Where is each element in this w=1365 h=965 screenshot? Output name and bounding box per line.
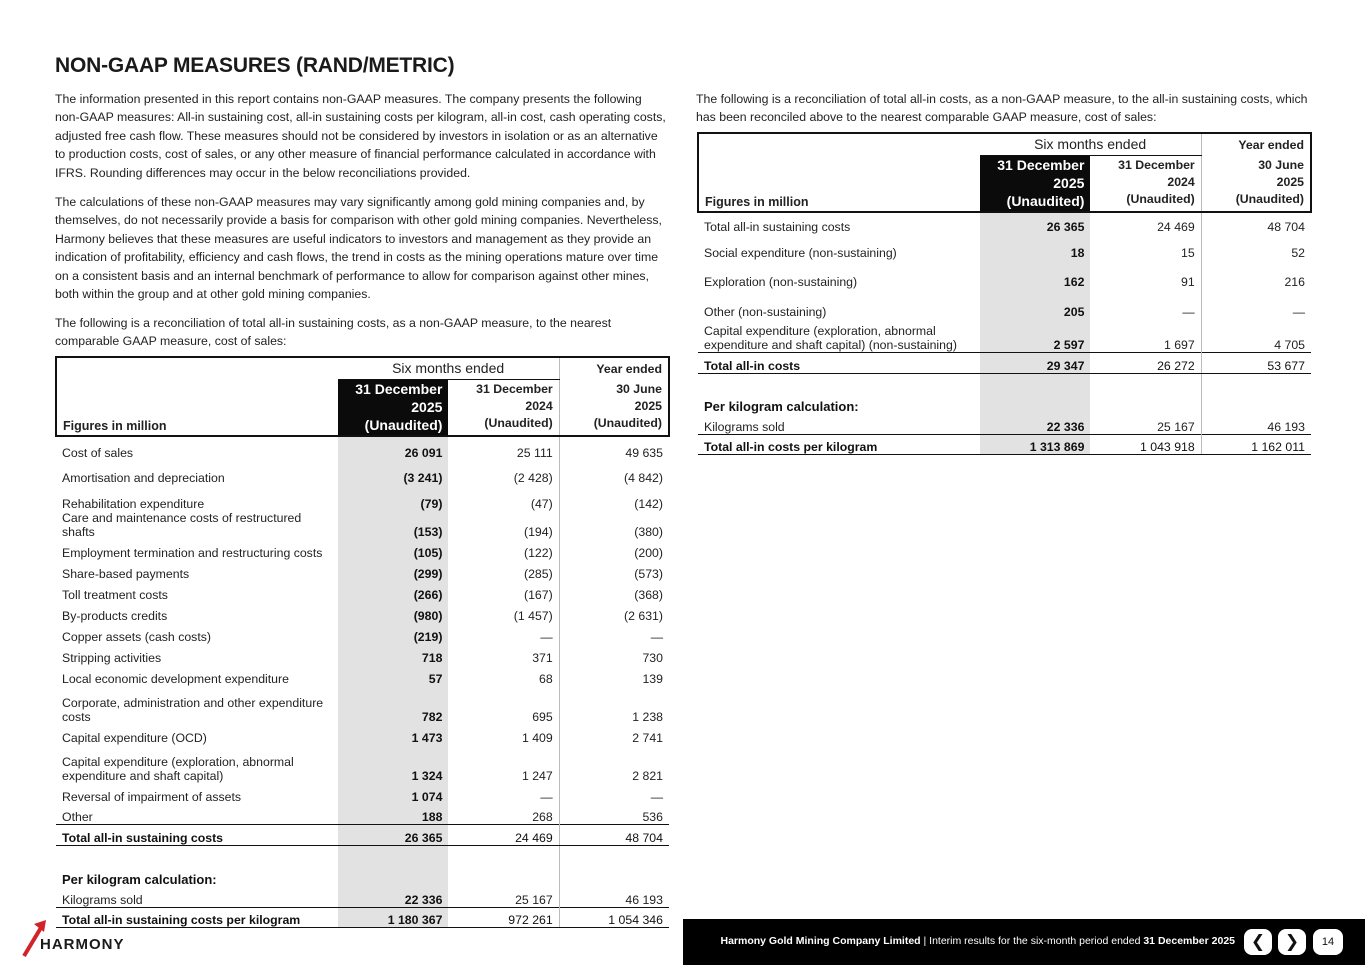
spacer (338, 846, 449, 887)
spacer (559, 846, 669, 887)
row-label: Cost of sales (62, 445, 134, 460)
per-kilogram-total-row (698, 435, 1311, 455)
table-row (698, 212, 1311, 234)
row-label: Employment termination and restructuring costs (62, 545, 323, 560)
value-dec-2024: — (1090, 289, 1201, 319)
row-label: Amortisation and depreciation (62, 470, 225, 485)
row-label: Total all-in sustaining costs (704, 219, 851, 234)
value-jun-2025: 1 054 346 (559, 908, 669, 928)
value-dec-2025: 18 (980, 234, 1091, 260)
value-jun-2025: 4 705 (1274, 338, 1305, 352)
value-dec-2024: 24 469 (1090, 212, 1201, 234)
value-dec-2025: 2 597 (980, 319, 1091, 353)
six-months-header: Six months ended (338, 357, 560, 379)
value-jun-2025: 46 193 (625, 893, 663, 907)
value-jun-2025: (573) (634, 566, 663, 581)
value-dec-2025: 29 347 (980, 353, 1091, 374)
value-dec-2024: (194) (448, 511, 559, 539)
right-intro-paragraph: The following is a reconciliation of total all-in costs, as a non-GAAP measure, to the all-in sustaining costs, which has been reconciled above to the nearest comparable GAAP measure, cost of sales: (696, 92, 1308, 125)
table-row (56, 745, 669, 783)
value-dec-2024: — (448, 783, 559, 804)
row-label: Capital expenditure (OCD) (62, 730, 207, 745)
value-dec-2025: 205 (980, 289, 1091, 319)
table-row (698, 289, 1311, 319)
header-blank (698, 133, 980, 155)
value-dec-2024: 26 272 (1090, 353, 1201, 374)
col-dec-2024-header: 31 December 2024 (Unaudited) (1090, 155, 1201, 212)
harmony-logo (20, 918, 150, 958)
table-row (56, 460, 669, 485)
value-dec-2025: 188 (338, 804, 449, 825)
kilograms-sold-row (56, 887, 669, 908)
per-kilogram-heading-row (56, 846, 669, 887)
total-row (698, 353, 1311, 374)
value-dec-2024: (285) (448, 560, 559, 581)
intro-paragraph-2: The calculations of these non-GAAP measures may vary significantly among gold mining companies and, by themselves, do not necessarily provide a basis for comparison with other gold mining companies. Nevertheless, Harmony believes that these measures are useful indicators to investors and management as they provide an indication of profitability, efficiency and cash flows, the trend in costs as the mining operations mature over time on a consistent basis and an internal benchmark of performance to allow for comparison against other mines, both within the group and at other gold mining companies. (55, 195, 662, 302)
row-label: Rehabilitation expenditure (62, 496, 205, 511)
row-label: Stripping activities (62, 650, 162, 665)
per-kilogram-heading: Per kilogram calculation: (62, 871, 217, 887)
row-label: Total all-in costs per kilogram (698, 435, 980, 455)
col-jun-2025-header: 30 June 2025 (Unaudited) (1201, 155, 1311, 212)
value-dec-2024: 24 469 (448, 825, 559, 846)
row-label: Corporate, administration and other expenditure costs (62, 695, 324, 724)
value-jun-2025: 1 162 011 (1201, 435, 1311, 455)
value-dec-2024: 1 697 (1090, 319, 1201, 353)
table-row (56, 560, 669, 581)
year-ended-header: Year ended (559, 357, 669, 379)
per-kilogram-heading: Per kilogram calculation: (704, 398, 859, 414)
row-label: Other (non-sustaining) (704, 304, 827, 319)
value-jun-2025: 52 (1291, 245, 1305, 260)
row-label: Social expenditure (non-sustaining) (704, 245, 897, 260)
value-jun-2025: (368) (634, 587, 663, 602)
table-row (56, 804, 669, 825)
value-dec-2025: 718 (338, 644, 449, 665)
table-row (56, 485, 669, 511)
value-dec-2024: (2 428) (448, 460, 559, 485)
row-label: Care and maintenance costs of restructured shafts (62, 510, 302, 539)
row-label: Capital expenditure (exploration, abnormal expenditure and shaft capital) (non-sustaining) (704, 324, 957, 352)
table-row (698, 319, 1311, 353)
row-label: By-products credits (62, 608, 168, 623)
value-jun-2025: (380) (634, 524, 663, 539)
table-row (56, 686, 669, 724)
value-dec-2024: 25 167 (1090, 414, 1201, 435)
row-label: Total all-in sustaining costs per kilogram (56, 908, 338, 928)
row-label: Kilograms sold (704, 420, 785, 434)
row-label: Reversal of impairment of assets (62, 789, 242, 804)
value-dec-2024: 1 043 918 (1090, 435, 1201, 455)
row-label: Exploration (non-sustaining) (704, 274, 858, 289)
value-dec-2025: (153) (338, 511, 449, 539)
value-jun-2025: 46 193 (1267, 420, 1305, 434)
value-jun-2025: (200) (634, 545, 663, 560)
value-jun-2025: 2 821 (632, 768, 663, 783)
figures-in-million: Figures in million (56, 379, 338, 436)
value-jun-2025: (4 842) (624, 470, 663, 485)
value-jun-2025: 139 (642, 671, 663, 686)
spacer (1090, 374, 1201, 414)
value-dec-2024: 695 (448, 686, 559, 724)
value-dec-2025: 1 074 (338, 783, 449, 804)
value-dec-2024: 25 167 (448, 887, 559, 908)
value-dec-2025: (266) (338, 581, 449, 602)
value-dec-2025: 1 324 (338, 745, 449, 783)
value-jun-2025: 49 635 (625, 445, 663, 460)
value-jun-2025: 2 741 (632, 730, 663, 745)
col-dec-2024-header: 31 December 2024 (Unaudited) (448, 379, 559, 436)
value-jun-2025: 48 704 (1267, 219, 1305, 234)
value-jun-2025: (2 631) (624, 608, 663, 623)
value-dec-2024: 1 409 (448, 724, 559, 745)
next-page-button[interactable]: ❯ (1278, 929, 1306, 955)
table-row (56, 783, 669, 804)
value-dec-2024: (167) (448, 581, 559, 602)
page-title: NON-GAAP MEASURES (RAND/METRIC) (55, 54, 455, 77)
value-jun-2025: 730 (642, 650, 663, 665)
value-dec-2025: 1 180 367 (338, 908, 449, 928)
figures-in-million: Figures in million (698, 155, 980, 212)
value-dec-2025: 26 365 (338, 825, 449, 846)
value-dec-2025: (79) (338, 485, 449, 511)
table-row (56, 724, 669, 745)
header-blank (56, 357, 338, 379)
value-dec-2024: 91 (1090, 260, 1201, 289)
table-row (698, 260, 1311, 289)
value-jun-2025: — (1292, 304, 1305, 319)
value-jun-2025: 536 (642, 810, 663, 824)
value-dec-2024: 25 111 (448, 436, 559, 460)
value-dec-2024: 15 (1090, 234, 1201, 260)
value-dec-2025: 782 (338, 686, 449, 724)
row-label: Share-based payments (62, 566, 190, 581)
spacer (980, 374, 1091, 414)
page-number: 14 (1313, 929, 1343, 955)
value-dec-2025: (3 241) (338, 460, 449, 485)
value-dec-2025: 22 336 (338, 887, 449, 908)
table-row (56, 665, 669, 686)
value-dec-2025: 26 091 (338, 436, 449, 460)
value-dec-2024: (47) (448, 485, 559, 511)
value-dec-2024: 68 (448, 665, 559, 686)
six-months-header: Six months ended (980, 133, 1202, 155)
intro-paragraph-3: The following is a reconciliation of total all-in sustaining costs, as a non-GAAP measure, to the nearest comparable GAAP measure, cost of sales: (55, 316, 612, 349)
value-jun-2025: 1 238 (632, 709, 663, 724)
kilograms-sold-row (698, 414, 1311, 435)
value-dec-2024: (122) (448, 539, 559, 560)
value-jun-2025: — (650, 789, 663, 804)
value-dec-2024: — (448, 623, 559, 644)
row-label: Kilograms sold (62, 893, 143, 907)
value-jun-2025: 48 704 (559, 825, 669, 846)
footer-bar (683, 919, 1365, 965)
aic-reconciliation-table (697, 132, 1312, 455)
value-jun-2025: — (650, 629, 663, 644)
spacer (448, 846, 559, 887)
col-jun-2025-header: 30 June 2025 (Unaudited) (559, 379, 669, 436)
aisc-reconciliation-table (55, 356, 670, 928)
value-jun-2025: 53 677 (1201, 353, 1311, 374)
value-dec-2025: (219) (338, 623, 449, 644)
col-dec-2025-header: 31 December 2025 (Unaudited) (980, 155, 1091, 212)
value-dec-2024: 371 (448, 644, 559, 665)
table-row (56, 602, 669, 623)
table-row (698, 234, 1311, 260)
table-row (56, 436, 669, 460)
table-row (56, 581, 669, 602)
value-dec-2025: 162 (980, 260, 1091, 289)
row-label: Total all-in costs (698, 353, 980, 374)
logo-wordmark: HARMONY (40, 936, 125, 953)
value-dec-2024: 268 (448, 804, 559, 825)
value-dec-2024: 1 247 (448, 745, 559, 783)
value-dec-2025: 1 473 (338, 724, 449, 745)
value-dec-2025: 1 313 869 (980, 435, 1091, 455)
table-row (56, 511, 669, 539)
per-kilogram-heading-row (698, 374, 1311, 414)
col-dec-2025-header: 31 December 2025 (Unaudited) (338, 379, 449, 436)
value-dec-2025: 26 365 (980, 212, 1091, 234)
value-dec-2025: (299) (338, 560, 449, 581)
previous-page-button[interactable]: ❮ (1244, 929, 1272, 955)
total-row (56, 825, 669, 846)
table-row (56, 623, 669, 644)
row-label: Local economic development expenditure (62, 671, 289, 686)
value-dec-2024: (1 457) (448, 602, 559, 623)
table-row (56, 539, 669, 560)
row-label: Other (62, 810, 93, 824)
row-label: Capital expenditure (exploration, abnormal expenditure and shaft capital) (62, 754, 294, 783)
value-jun-2025: (142) (634, 496, 663, 511)
row-label: Toll treatment costs (62, 587, 168, 602)
value-dec-2025: 57 (338, 665, 449, 686)
intro-paragraph-1: The information presented in this report contains non-GAAP measures. The company presents the following non-GAAP measures: All-in sustaining cost, all-in sustaining costs per kilogram, all-in cost, cash operating costs, adjusted free cash flow. These measures should not be considered by investors in isolation or as an alternative to production costs, cost of sales, or any other measure of financial performance calculated in accordance with IFRS. Rounding differences may occur in the below reconciliations provided. (55, 92, 666, 180)
value-dec-2025: (105) (338, 539, 449, 560)
spacer (1201, 374, 1311, 414)
value-dec-2024: 972 261 (448, 908, 559, 928)
footer-caption: Harmony Gold Mining Company Limited | Interim results for the six-month period ended 31 December 2025 (720, 935, 1235, 947)
year-ended-header: Year ended (1201, 133, 1311, 155)
table-row (56, 644, 669, 665)
value-jun-2025: 216 (1284, 274, 1305, 289)
value-dec-2025: (980) (338, 602, 449, 623)
row-label: Copper assets (cash costs) (62, 629, 211, 644)
row-label: Total all-in sustaining costs (56, 825, 338, 846)
value-dec-2025: 22 336 (980, 414, 1091, 435)
